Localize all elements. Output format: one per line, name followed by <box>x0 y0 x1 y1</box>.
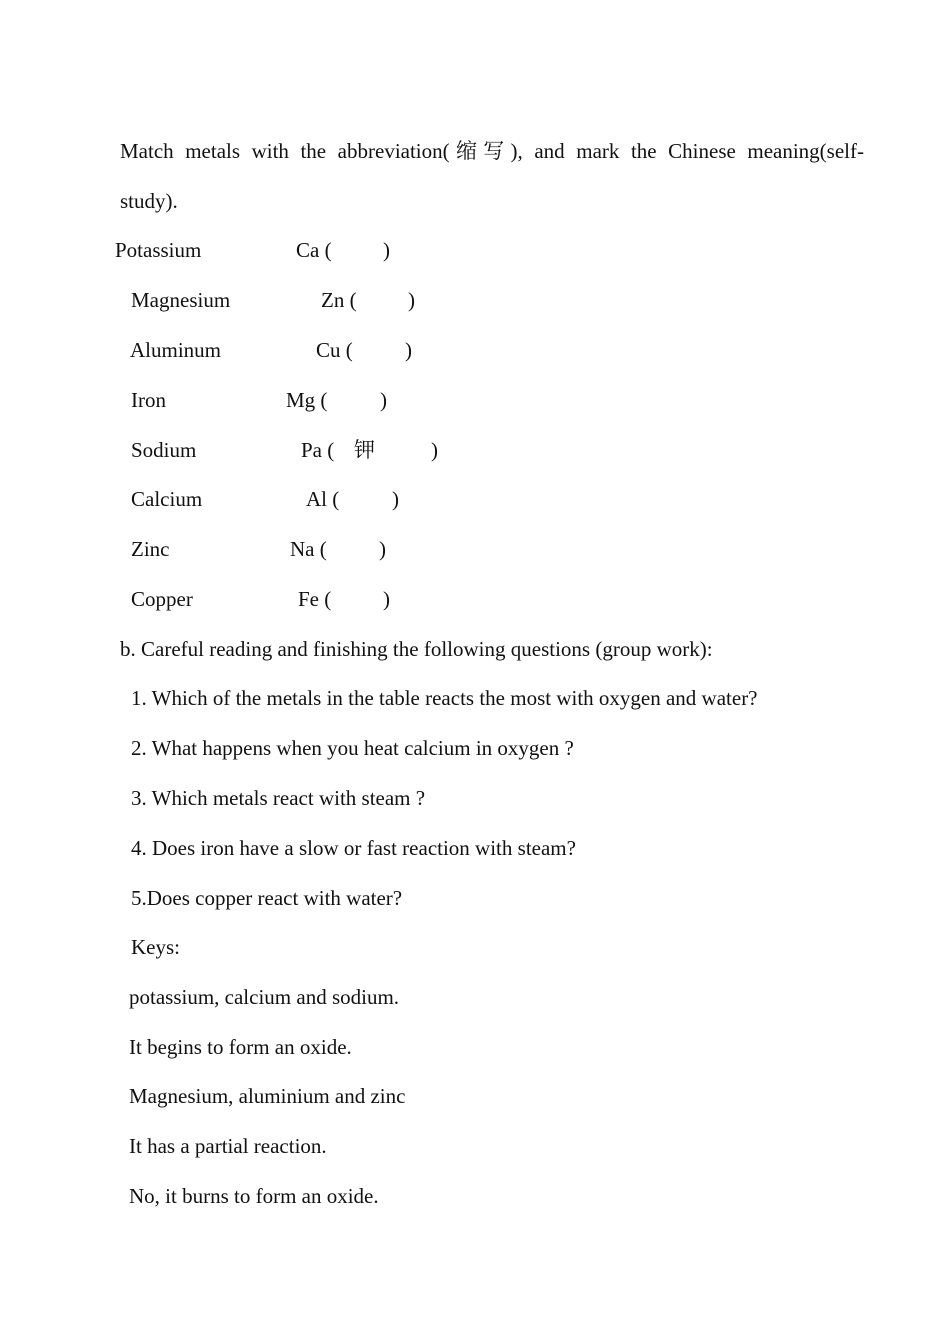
abbreviation: Ca ( <box>296 238 332 262</box>
question-item: 1. Which of the metals in the table reacts the most with oxygen and water? <box>131 686 758 710</box>
closing-paren: ) <box>408 288 415 312</box>
closing-paren: ) <box>392 487 399 511</box>
metal-name: Sodium <box>131 438 197 462</box>
abbreviation: Cu ( <box>316 338 353 362</box>
section-b-heading: b. Careful reading and finishing the following questions (group work): <box>120 637 713 661</box>
question-item: 4. Does iron have a slow or fast reaction with steam? <box>131 836 576 860</box>
metal-name: Copper <box>131 587 193 611</box>
question-item: 2. What happens when you heat calcium in oxygen ? <box>131 736 574 760</box>
abbreviation: Pa ( <box>301 438 335 462</box>
closing-paren: ) <box>383 238 390 262</box>
answer-key-item: It begins to form an oxide. <box>129 1035 352 1059</box>
instruction-line-2: study). <box>120 189 178 213</box>
answer-text: 钾 <box>354 438 375 462</box>
metal-name: Potassium <box>115 238 202 262</box>
closing-paren: ) <box>383 587 390 611</box>
abbreviation: Zn ( <box>321 288 357 312</box>
answer-key-item: No, it burns to form an oxide. <box>129 1184 379 1208</box>
metal-name: Iron <box>131 388 166 412</box>
question-item: 3. Which metals react with steam ? <box>131 786 426 810</box>
metal-name: Zinc <box>131 537 170 561</box>
answer-key-item: It has a partial reaction. <box>129 1134 327 1158</box>
instruction-line-1: Match metals with the abbreviation(缩写), and mark the Chinese meaning(self- <box>120 139 864 163</box>
metal-name: Magnesium <box>131 288 231 312</box>
closing-paren: ) <box>405 338 412 362</box>
metal-name: Aluminum <box>130 338 222 362</box>
metal-name: Calcium <box>131 487 203 511</box>
abbreviation: Fe ( <box>298 587 332 611</box>
abbreviation: Al ( <box>306 487 340 511</box>
keys-label: Keys: <box>131 935 180 959</box>
answer-key-item: potassium, calcium and sodium. <box>129 985 400 1009</box>
question-item: 5.Does copper react with water? <box>131 886 403 910</box>
abbreviation: Na ( <box>290 537 327 561</box>
abbreviation: Mg ( <box>286 388 328 412</box>
answer-key-item: Magnesium, aluminium and zinc <box>129 1084 406 1108</box>
closing-paren: ) <box>431 438 438 462</box>
closing-paren: ) <box>379 537 386 561</box>
closing-paren: ) <box>380 388 387 412</box>
